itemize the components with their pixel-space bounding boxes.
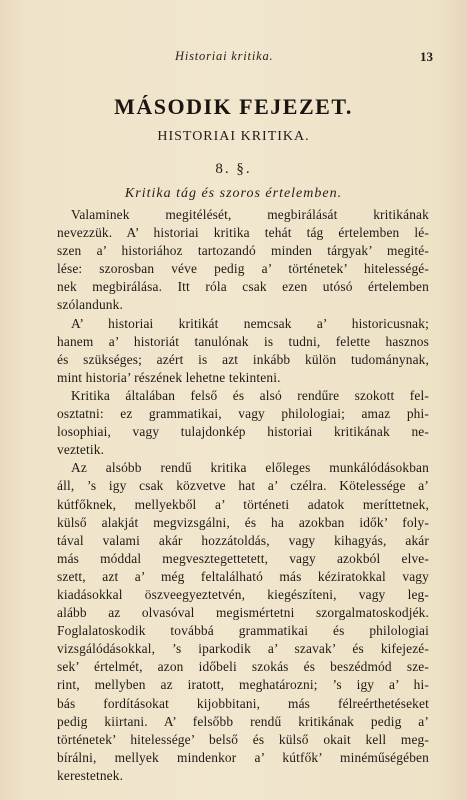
text-line: alább az olvasóval megismértetni szorgalmatoskodjék. — [57, 605, 429, 621]
section-number: 8. §. — [215, 161, 252, 177]
text-line: külső alakját megvizsgálni, és ha azokban idők’ foly- — [57, 514, 429, 530]
text-line: sek’ értelmét, azon időbeli szokás és beszédmód sze- — [57, 659, 429, 675]
body-text — [57, 206, 429, 785]
text-line: szólandunk. — [57, 297, 123, 313]
text-line: osztatni: ez grammatikai, vagy philologiai; amaz phi- — [57, 406, 429, 422]
text-line: bírálni, mellyek mindenkor a’ kútfők’ minéműségében — [57, 749, 429, 765]
text-line: Kritika általában felső és alsó rendűre szokott fel- — [71, 387, 429, 403]
text-line: nevezzük. A’ historiai kritika tehát tág értelemben lé- — [57, 225, 429, 241]
running-head: Historiai kritika. — [175, 49, 274, 63]
text-line: Foglalatoskodik továbbá grammatikai és philologiai — [57, 623, 429, 639]
text-line: mint historia’ részének lehetne tekinteni. — [57, 369, 281, 385]
chapter-subtitle: HISTORIAI KRITIKA. — [157, 129, 310, 144]
text-line: történetek’ hitelessége’ belső és külső okait kell meg- — [57, 731, 429, 747]
text-line: kerestetnek. — [57, 767, 124, 783]
text-line: veztetik. — [57, 442, 105, 458]
text-line: bás fordításokat kijobbitani, más félreérthetéseket — [57, 695, 429, 711]
section-title: Kritika tág és szoros értelemben. — [124, 186, 343, 201]
text-line: kútfőknek, mellyekből a’ történeti adatok meríttetnek, — [57, 496, 429, 512]
text-line: losophiai, vagy tulajdonkép historiai kritikának ne- — [57, 424, 429, 440]
text-line: áll, ’s igy csak közvetve hat a’ czélra. Kötelessége a’ — [57, 478, 429, 494]
text-line: kiadásokkal öszveegyeztetvén, kiegészíteni, vagy leg- — [57, 586, 429, 602]
text-line: szett, azt a’ még feltalálható más kéziratokkal vagy — [57, 568, 429, 584]
text-line: A’ historiai kritikát nemcsak a’ historicusnak; — [71, 315, 429, 331]
text-line: pedig kiirtani. A’ felsőbb rendű kritikának pedig a’ — [57, 713, 429, 729]
text-line: és szükséges; azért is azt inkább külön tudománynak, — [57, 351, 429, 367]
text-line: rint, mellyben az iratott, meghatározni; ’s igy a’ hi- — [57, 677, 429, 693]
chapter-heading: MÁSODIK FEJEZET. — [114, 94, 353, 119]
text-line: hanem a’ historiát tanulónak is tudni, felette hasznos — [57, 333, 429, 349]
text-line: tával valami akár hozzátoldás, vagy kihagyás, akár — [57, 532, 429, 548]
text-line: vizsgálódásokkal, ’s iparkodik a’ szavak’ és kifejezé- — [57, 641, 429, 657]
text-line: Az alsóbb rendű kritika előleges munkálódásokban — [71, 460, 429, 476]
text-line: nek megbirálása. Itt róla csak ezen utósó értelemben — [57, 279, 429, 295]
text-line: szen a’ historiához tartozandó minden tárgyak’ megité- — [57, 243, 429, 259]
text-line: Valaminek megitélését, megbirálását kritikának — [71, 207, 429, 222]
text-line: lése: szorosban véve pedig a’ történetek’ hitelességé- — [57, 261, 429, 277]
page-number: 13 — [420, 49, 433, 64]
text-line: más móddal megvesztegettetett, vagy azokból elve- — [57, 550, 429, 566]
